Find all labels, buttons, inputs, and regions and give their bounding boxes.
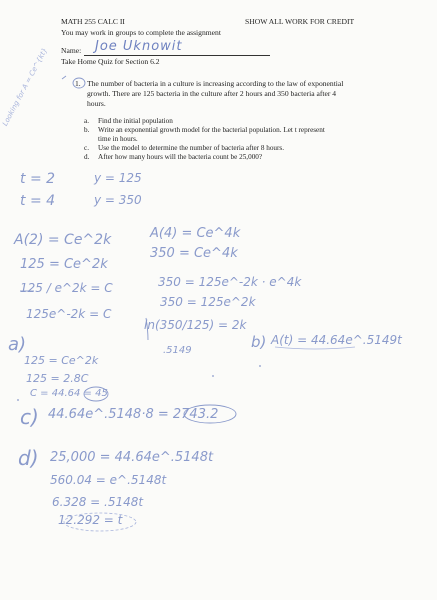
part-d-label: d. (84, 153, 90, 161)
name-underline (84, 55, 270, 56)
stray-dot (259, 365, 261, 367)
part-b-text-cont: time in hours. (98, 135, 138, 143)
tick-mark (62, 76, 66, 79)
margin-note: Looking for A = Ce^{kt} (1, 46, 50, 128)
hw-d-line4: 12.292 = t (58, 513, 123, 527)
part-a-text: Find the initial population (98, 117, 173, 125)
problem-line-3: hours. (87, 99, 106, 108)
hw-label-a: a) (8, 334, 27, 355)
problem-line-1: The number of bacteria in a culture is increasing according to the law of exponential (87, 79, 344, 88)
part-d-text: After how many hours will the bacteria count be 25,000? (98, 153, 263, 161)
model-underline (275, 347, 355, 349)
hw-eq-k: .5149 (163, 345, 192, 356)
hw-eq-350: 350 = Ce^4k (150, 246, 238, 261)
credit-note: SHOW ALL WORK FOR CREDIT (245, 17, 355, 26)
problem-line-2: growth. There are 125 bacteria in the culture after 2 hours and 350 bacteria after 4 (87, 89, 337, 98)
hw-d-line2: 560.04 = e^.5148t (50, 473, 167, 487)
hw-eq-sub1: 350 = 125e^-2k · e^4k (158, 275, 302, 289)
stray-dot (212, 375, 214, 377)
group-note: You may work in groups to complete the assignment (61, 28, 221, 37)
hw-a-line1: 125 = Ce^2k (24, 354, 99, 367)
quiz-title: Take Home Quiz for Section 6.2 (61, 57, 160, 66)
hw-d-line3: 6.328 = .5148t (52, 495, 144, 509)
hw-eq-a2: A(2) = Ce^2k (14, 232, 112, 248)
hw-eq-frac: 125 / e^2k = C (20, 281, 113, 295)
hw-eq-125: 125 = Ce^2k (20, 257, 108, 272)
part-b-text: Write an exponential growth model for the bacterial population. Let t represent (98, 126, 325, 134)
part-c-label: c. (84, 144, 89, 152)
part-b-label: b. (84, 126, 90, 134)
hw-y2: y = 350 (94, 193, 142, 207)
part-c-text: Use the model to determine the number of bacteria after 8 hours. (98, 144, 285, 152)
name-label: Name: (61, 46, 82, 55)
hw-eq-ln: ln(350/125) = 2k (144, 318, 247, 332)
hw-eq-a4: A(4) = Ce^4k (150, 226, 241, 241)
hw-t2: t = 4 (20, 193, 56, 209)
hw-label-b: b) (251, 333, 267, 351)
hw-eq-sub2: 350 = 125e^2k (160, 295, 256, 309)
hw-eq-c: 125e^-2k = C (26, 307, 112, 321)
student-name: Joe Uknowit (95, 39, 183, 54)
hw-d-line1: 25,000 = 44.64e^.5148t (50, 450, 214, 465)
course-title: MATH 255 CALC II (61, 17, 125, 26)
hw-y1: y = 125 (94, 171, 142, 185)
hw-a-line2: 125 = 2.8C (26, 372, 89, 385)
hw-c-line: 44.64e^.5148·8 = 2743.2 (48, 407, 219, 422)
stray-dot (17, 399, 19, 401)
problem-number: 1. (75, 79, 81, 88)
hw-label-c: c) (20, 405, 39, 429)
hw-model-b: A(t) = 44.64e^.5149t (271, 333, 402, 347)
hw-t1: t = 2 (20, 171, 56, 187)
hw-label-d: d) (18, 446, 39, 470)
part-a-label: a. (84, 117, 89, 125)
hw-a-line3: C = 44.64 = 45 (30, 388, 108, 399)
